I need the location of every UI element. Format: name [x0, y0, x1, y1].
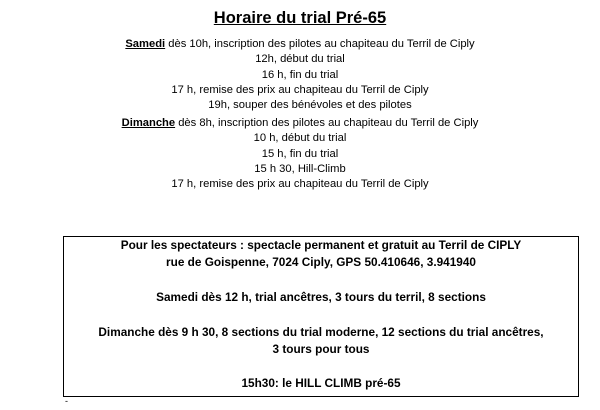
spectators-address: rue de Goispenne, 7024 Ciply, GPS 50.410646, 3.941940: [166, 255, 476, 269]
sunday-line: 15 h, fin du trial: [261, 147, 339, 160]
sunday-first-line: [0, 116, 600, 131]
saturday-line: 12h, début du trial: [255, 53, 345, 66]
spectators-saturday: Samedi dès 12 h, trial ancêtres, 3 tours du terril, 8 sections: [156, 290, 486, 304]
saturday-first-line-text: dès 10h, inscription des pilotes au chapiteau du Terril de Ciply: [165, 38, 475, 50]
saturday-line: 19h, souper des bénévoles et des pilotes: [208, 99, 412, 112]
sunday-day-label: Dimanche: [121, 117, 176, 129]
saturday-line: 17 h, remise des prix au chapiteau du Terril de Ciply: [171, 83, 429, 96]
sunday-first-line-text: dès 8h, inscription des pilotes au chapiteau du Terril de Ciply: [175, 117, 479, 129]
saturday-schedule: [0, 37, 600, 113]
sunday-line: 10 h, début du trial: [253, 132, 347, 145]
saturday-first-line: [0, 37, 600, 52]
saturday-day-label: Samedi: [125, 38, 166, 50]
spectators-sunday-line2: 3 tours pour tous: [272, 342, 370, 356]
spectators-box: [63, 236, 579, 397]
sunday-line: 17 h, remise des prix au chapiteau du Terril de Ciply: [171, 178, 429, 191]
spectators-hillclimb: 15h30: le HILL CLIMB pré-65: [241, 376, 401, 390]
page-title: Horaire du trial Pré-65: [213, 9, 387, 27]
sunday-line: 15 h 30, Hill-Climb: [254, 162, 346, 175]
sunday-schedule: [0, 116, 600, 192]
trailing-mark: -: [65, 396, 68, 406]
spectators-heading: Pour les spectateurs : spectacle permanent et gratuit au Terril de CIPLY: [120, 238, 522, 252]
spectators-sunday-line1: Dimanche dès 9 h 30, 8 sections du trial moderne, 12 sections du trial ancêtres,: [98, 325, 544, 339]
saturday-line: 16 h, fin du trial: [261, 68, 339, 81]
